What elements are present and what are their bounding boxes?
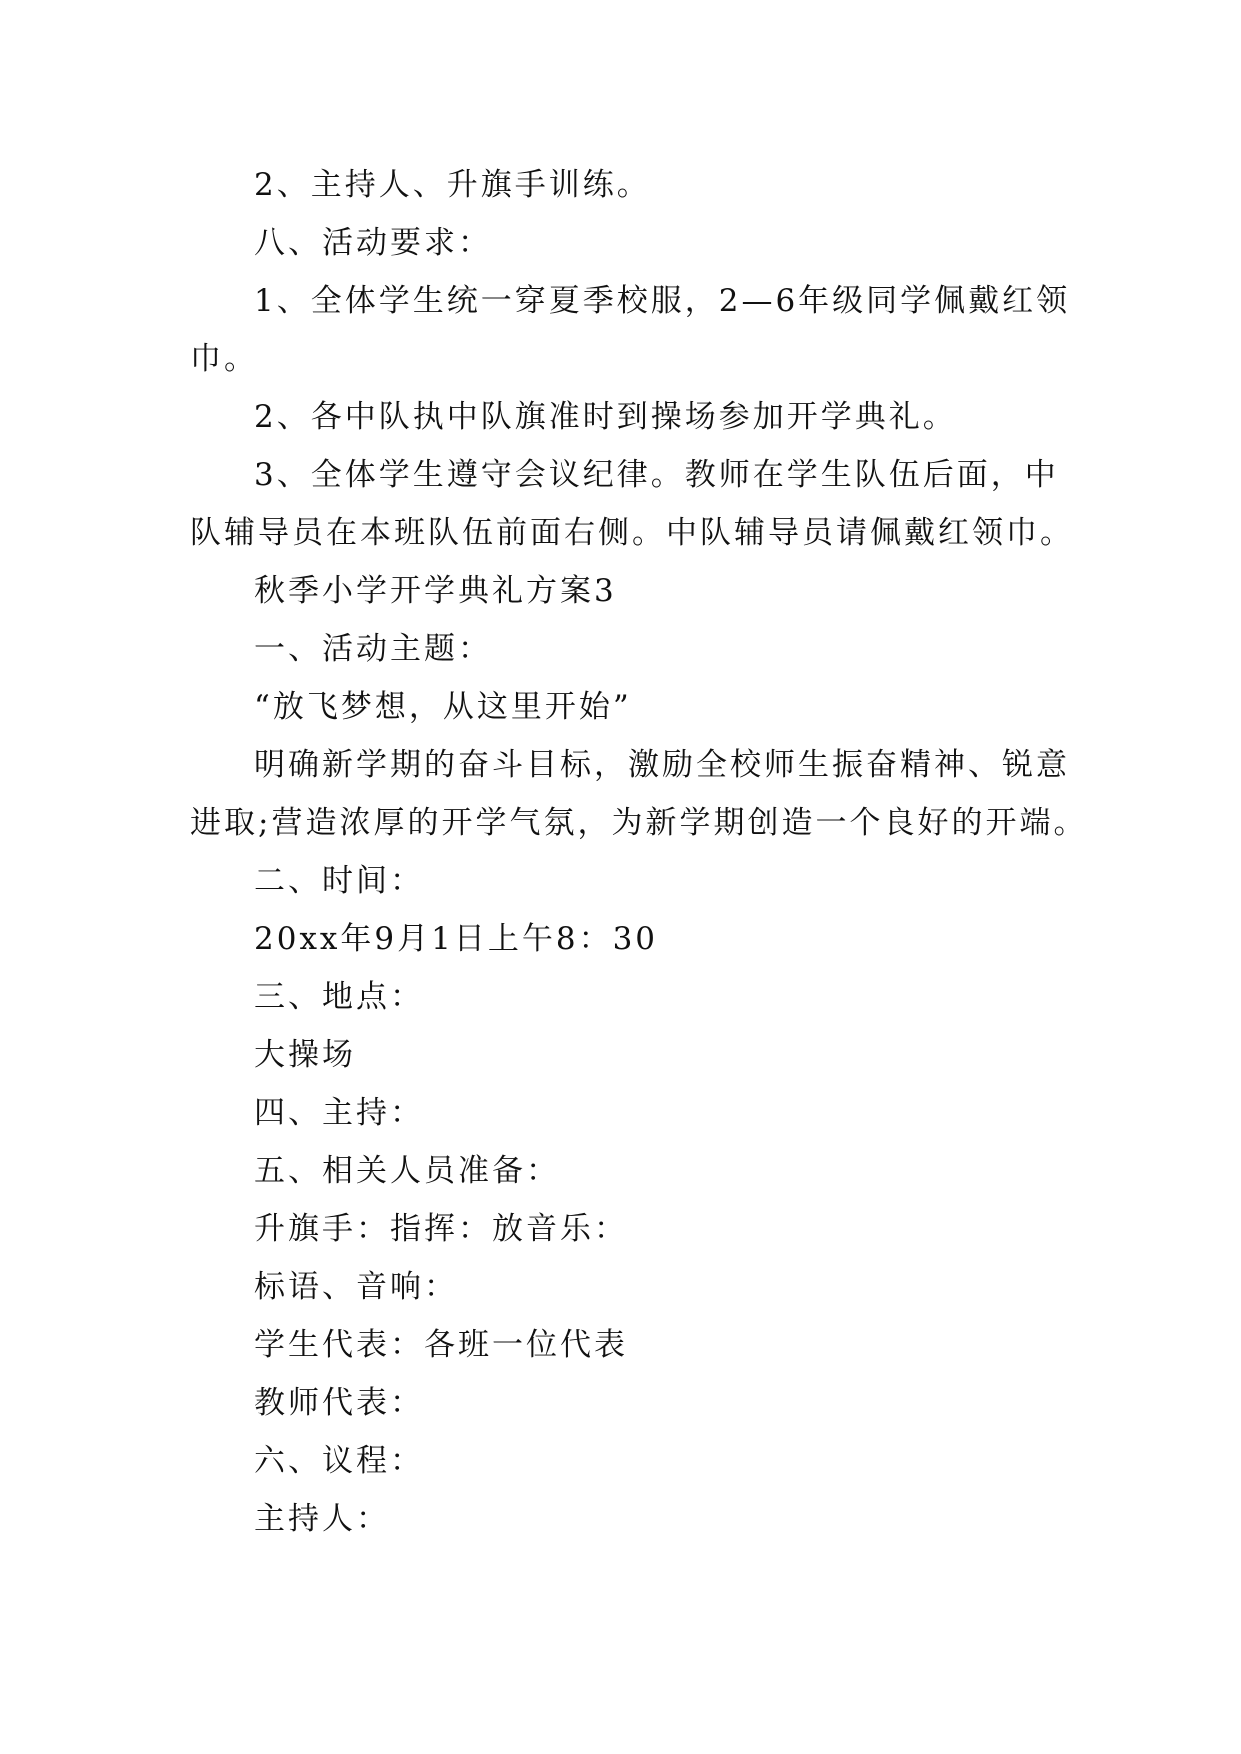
text-line: “放飞梦想，从这里开始” [254,689,632,725]
text-line: 1、全体学生统一穿夏季校服，2—6年级同学佩戴红领 [254,283,1071,319]
text-line: 标语、音响： [254,1269,458,1305]
section-heading: 一、活动主题： [254,631,492,667]
text-line: 学生代表：各班一位代表 [254,1327,628,1363]
document-title: 秋季小学开学典礼方案3 [254,573,617,609]
text-line: 升旗手：指挥：放音乐： [254,1211,628,1247]
section-heading: 八、活动要求： [254,225,492,261]
text-line: 3、全体学生遵守会议纪律。教师在学生队伍后面，中 [254,457,1059,493]
text-line: 大操场 [254,1037,356,1073]
section-heading: 三、地点： [254,979,424,1015]
text-line: 2、各中队执中队旗准时到操场参加开学典礼。 [254,399,957,435]
text-line: 2、主持人、升旗手训练。 [254,167,651,203]
text-line: 巾。 [190,341,258,377]
text-line: 明确新学期的奋斗目标，激励全校师生振奋精神、锐意 [254,747,1070,783]
text-line: 进取;营造浓厚的开学气氛，为新学期创造一个良好的开端。 [190,805,1088,841]
section-heading: 二、时间： [254,863,424,899]
text-line: 主持人： [254,1501,390,1537]
text-line: 队辅导员在本班队伍前面右侧。中队辅导员请佩戴红领巾。 [190,515,1074,551]
text-line: 教师代表： [254,1385,424,1421]
text-line: 20xx年9月1日上午8：30 [254,921,659,957]
section-heading: 四、主持： [254,1095,424,1131]
section-heading: 六、议程： [254,1443,424,1479]
section-heading: 五、相关人员准备： [254,1153,560,1189]
